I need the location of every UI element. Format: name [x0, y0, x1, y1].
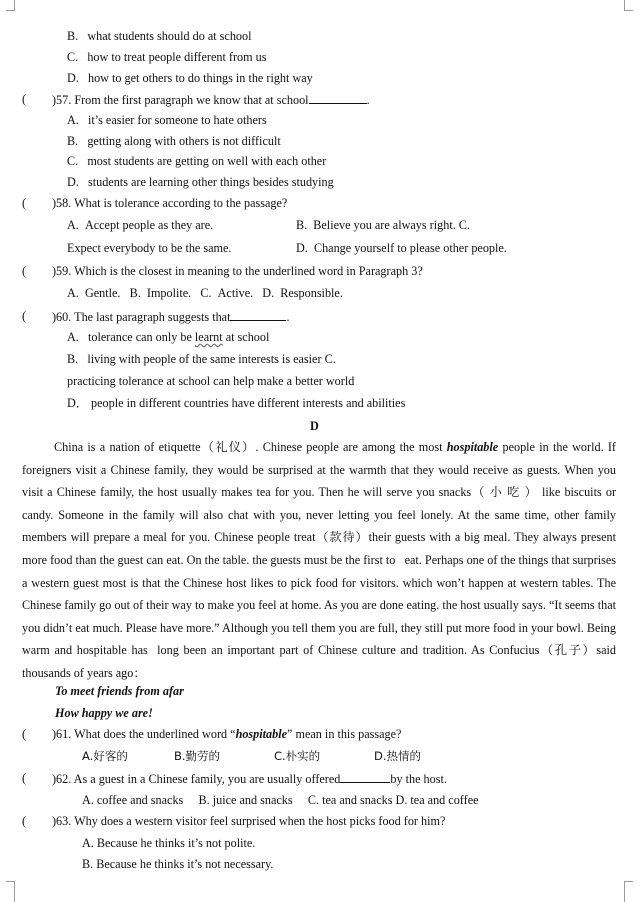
- q57-option-b: B. getting along with others is not difficult: [67, 134, 281, 148]
- q62-stem: [52, 770, 447, 787]
- q60-option-d: D． people in different countries have different interests and abilities: [67, 396, 406, 410]
- section-heading-d: D: [310, 419, 319, 433]
- q60-answer-paren: (: [22, 309, 27, 323]
- q57-answer-paren: (: [22, 92, 27, 106]
- q62-answer-paren: (: [22, 771, 27, 785]
- q63-stem: )63. Why does a western visitor feel surprised when the host picks food for him?: [52, 814, 446, 828]
- q58-option-c: Expect everybody to be the same.: [67, 241, 232, 255]
- underlined-word-learnt: learnt: [194, 330, 223, 344]
- q60-option-a: [67, 329, 269, 345]
- crop-mark-top-right: [624, 0, 633, 11]
- q63-option-a: A. Because he thinks it’s not polite.: [82, 836, 256, 850]
- q58-option-a: A. Accept people as they are.: [67, 218, 214, 232]
- q61-keyword: hospitable: [235, 727, 288, 741]
- q61-option-d: D.热情的: [374, 749, 422, 763]
- q63-answer-paren: (: [22, 814, 27, 828]
- q59-stem: )59. Which is the closest in meaning to the underlined word in Paragraph 3?: [52, 264, 423, 278]
- crop-mark-top-left: [6, 0, 15, 11]
- q61-option-a: A.好客的: [82, 749, 128, 763]
- q57-stem: )57. From the first paragraph we know that at school .: [52, 93, 370, 107]
- q60-option-a-pre: A. tolerance can only be: [67, 330, 195, 344]
- crop-mark-bottom-right: [624, 881, 633, 902]
- q61-stem: [52, 726, 401, 742]
- q57-stem-text: )57. From the first paragraph we know that at school: [52, 93, 309, 107]
- q59-options: A. Gentle. B. Impolite. C. Active. D. Responsible.: [67, 286, 343, 300]
- quote-line-2: How happy we are!: [55, 706, 153, 720]
- q60-option-b: B. living with people of the same interests is easier C.: [67, 352, 336, 366]
- q57-blank: [309, 91, 367, 104]
- q58-answer-paren: (: [22, 196, 27, 210]
- q57-option-c: C. most students are getting on well with each other: [67, 154, 327, 168]
- q61-stem-post: ” mean in this passage?: [287, 727, 402, 741]
- passage-d: [22, 436, 616, 685]
- q62-stem-pre: )62. As a guest in a Chinese family, you are usually offered: [52, 772, 341, 786]
- q63-option-b: B. Because he thinks it’s not necessary.: [82, 857, 274, 871]
- q56-option-c: C. how to treat people different from us: [67, 50, 267, 64]
- q61-stem-pre: )61. What does the underlined word “: [52, 727, 236, 741]
- q61-option-c: C.朴实的: [274, 749, 321, 763]
- q60-blank: [230, 308, 286, 321]
- q62-blank: [340, 770, 390, 783]
- q58-stem: )58. What is tolerance according to the passage?: [52, 196, 288, 210]
- q61-option-b: B.勤劳的: [174, 749, 221, 763]
- q59-answer-paren: (: [22, 264, 27, 278]
- quote-line-1: To meet friends from afar: [55, 684, 184, 698]
- q61-answer-paren: (: [22, 727, 27, 741]
- q60-stem-text: )60. The last paragraph suggests that: [52, 310, 231, 324]
- passage-keyword-hospitable: hospitable: [446, 440, 499, 454]
- q58-option-b: B. Believe you are always right. C.: [296, 218, 470, 232]
- q56-option-d: D. how to get others to do things in the right way: [67, 71, 313, 85]
- q57-option-d: D. students are learning other things besides studying: [67, 175, 334, 189]
- q62-stem-post: by the host.: [390, 772, 447, 786]
- q60-stem: )60. The last paragraph suggests that .: [52, 310, 290, 324]
- crop-mark-bottom-left: [6, 881, 15, 902]
- passage-text-2: people in the world. If foreigners visit a Chinese family, they would be surprised at the warmth that they would receive as guests. When you visit a Chinese family, the host usually makes tea for you. Then he will serve you snacks（ 小 吃 ） like biscuits or candy. Someone in the family will also chat with you, never letting you feel lonely. At the same time, other family members will prepare a meal for you. Chinese people treat（款待）their guests with a big meal. They always present more food than the guest can eat. On the table. the guests must be the first to eat. Perhaps one of the things that surprises a western guest most is that the Chinese host likes to pick food for visitors. which won’t happen at western tables. The Chinese family go out of their way to make you feel at home. As you are done eating. the host usually says. “It seems that you didn’t eat much. Please have more.” Although you tell them you are full, they still put more food in your bowl. Being warm and hospitable has long been an important part of Chinese culture and tradition. As Confucius（孔子）said thousands of years ago：: [22, 440, 616, 680]
- q60-option-a-post: at school: [222, 330, 270, 344]
- passage-text-1: China is a nation of etiquette（礼仪）. Chinese people are among the most: [54, 440, 447, 454]
- q57-option-a: A. it’s easier for someone to hate others: [67, 113, 267, 127]
- q58-option-d: D. Change yourself to please other people.: [296, 241, 507, 255]
- q56-option-b: B. what students should do at school: [67, 29, 252, 43]
- q62-options: A. coffee and snacks B. juice and snacks C. tea and snacks D. tea and coffee: [82, 793, 479, 807]
- q60-option-c: practicing tolerance at school can help make a better world: [67, 374, 355, 388]
